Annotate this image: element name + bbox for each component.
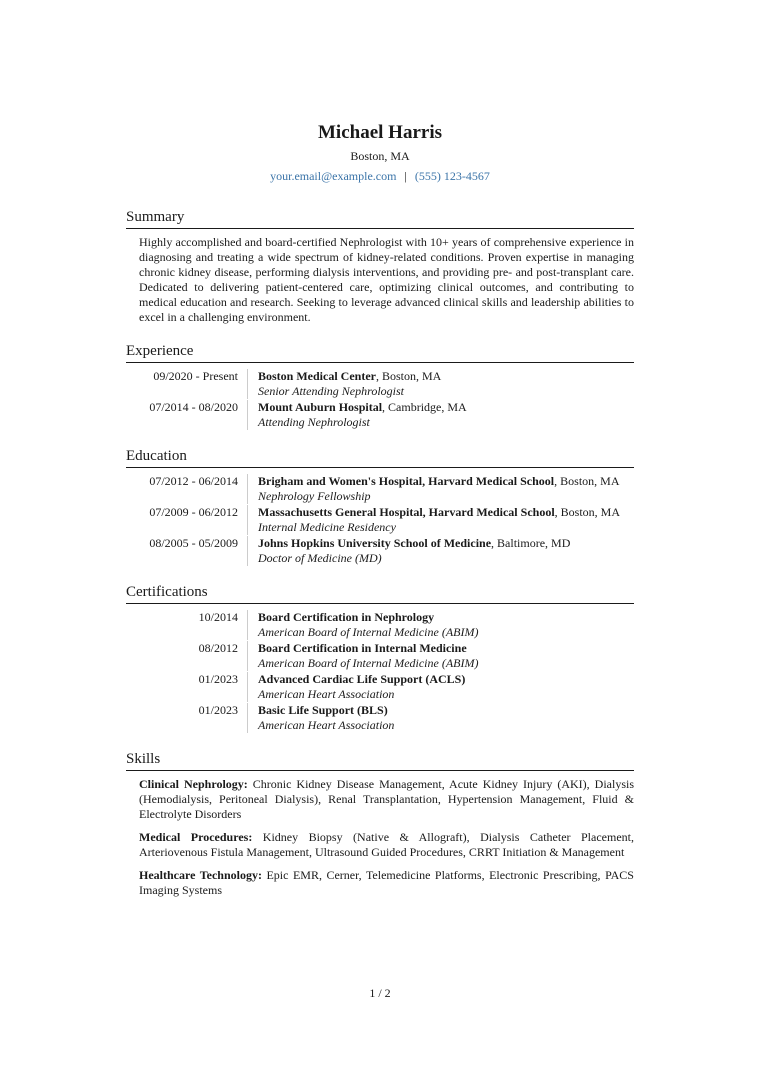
email-link[interactable]: your.email@example.com [270, 169, 397, 183]
entry-body [258, 703, 634, 733]
skills-list [126, 777, 634, 898]
entry-date: 07/2012 - 06/2014 [126, 474, 248, 504]
entry-date: 07/2014 - 08/2020 [126, 400, 248, 430]
entry-org: Johns Hopkins University School of Medicine [258, 536, 492, 550]
skill-category: Clinical Nephrology: [139, 777, 248, 791]
certification-name: Board Certification in Nephrology [258, 610, 435, 624]
candidate-name: Michael Harris [318, 122, 442, 143]
entry-body [258, 400, 634, 430]
entry-body [258, 505, 634, 535]
entry-org: Mount Auburn Hospital [258, 400, 383, 414]
entry-date: 10/2014 [126, 610, 248, 640]
skill-category: Healthcare Technology: [139, 868, 262, 882]
skill-text: Kidney Biopsy (Native & Allograft), Dialysis Catheter Placement, Arteriovenous Fistula Management, Ultrasound Guided Procedures, CRRT Initiation & Management [139, 830, 634, 859]
certifications-section [126, 583, 634, 733]
certification-entry [126, 672, 634, 702]
certification-name: Advanced Cardiac Life Support (ACLS) [258, 672, 466, 686]
entry-date: 07/2009 - 06/2012 [126, 505, 248, 535]
entry-date: 01/2023 [126, 672, 248, 702]
entry-place: , Boston, MA [554, 474, 620, 488]
section-title-skills: Skills [126, 750, 634, 771]
contact-separator: | [404, 169, 407, 183]
certification-entry [126, 703, 634, 733]
skill-item [139, 777, 634, 822]
resume-header [0, 122, 760, 184]
contact-line [0, 169, 760, 184]
entry-date: 08/2012 [126, 641, 248, 671]
entry-org: Boston Medical Center [258, 369, 376, 383]
page-number: 1 / 2 [369, 986, 391, 1000]
section-title-experience: Experience [126, 342, 634, 363]
entry-place: , Boston, MA [375, 369, 442, 383]
entry-place: , Cambridge, MA [382, 400, 467, 414]
entry-body [258, 369, 634, 399]
entry-role: Nephrology Fellowship [258, 489, 371, 503]
certification-issuer: American Heart Association [258, 718, 395, 732]
skill-item [139, 830, 634, 860]
entry-date: 08/2005 - 05/2009 [126, 536, 248, 566]
certification-issuer: American Heart Association [258, 687, 395, 701]
skill-item [139, 868, 634, 898]
section-title-education: Education [126, 447, 634, 468]
summary-section [126, 208, 634, 325]
phone-link[interactable]: (555) 123-4567 [414, 169, 490, 183]
education-entry [126, 505, 634, 535]
entry-org: Massachusetts General Hospital, Harvard Medical School [258, 505, 555, 519]
education-entry [126, 474, 634, 504]
certification-name: Board Certification in Internal Medicine [258, 641, 467, 655]
certification-issuer: American Board of Internal Medicine (ABIM) [258, 625, 479, 639]
entry-date: 01/2023 [126, 703, 248, 733]
resume-content [126, 208, 634, 915]
entry-body [258, 536, 634, 566]
entry-body [258, 610, 634, 640]
entry-role: Doctor of Medicine (MD) [258, 551, 382, 565]
entry-role: Senior Attending Nephrologist [258, 384, 404, 398]
education-section [126, 447, 634, 566]
entry-body [258, 641, 634, 671]
experience-entry [126, 369, 634, 399]
skill-category: Medical Procedures: [139, 830, 253, 844]
entry-place: , Boston, MA [554, 505, 620, 519]
experience-section [126, 342, 634, 430]
entry-role: Attending Nephrologist [258, 415, 370, 429]
entry-date: 09/2020 - Present [126, 369, 248, 399]
entry-body [258, 672, 634, 702]
certification-entry [126, 641, 634, 671]
section-title-summary: Summary [126, 208, 634, 229]
education-entry [126, 536, 634, 566]
entry-org: Brigham and Women's Hospital, Harvard Medical School [258, 474, 555, 488]
entry-role: Internal Medicine Residency [258, 520, 396, 534]
experience-entry [126, 400, 634, 430]
skill-text: Epic EMR, Cerner, Telemedicine Platforms, Electronic Prescribing, PACS Imaging Systems [139, 868, 634, 897]
certification-name: Basic Life Support (BLS) [258, 703, 388, 717]
certification-issuer: American Board of Internal Medicine (ABIM) [258, 656, 479, 670]
certification-entry [126, 610, 634, 640]
summary-text: Highly accomplished and board-certified Nephrologist with 10+ years of comprehensive experience in diagnosing and treating a wide spectrum of kidney-related conditions. Proven expertise in managing chronic kidney disease, performing dialysis interventions, and providing pre- and post-transplant care. Dedicated to delivering patient-centered care, optimizing clinical outcomes, and contributing to medical education and research. Seeking to leverage advanced clinical skills and leadership abilities to excel in a challenging environment. [139, 235, 634, 324]
skills-section [126, 750, 634, 898]
entry-body [258, 474, 634, 504]
entry-place: , Baltimore, MD [491, 536, 571, 550]
skill-text: Chronic Kidney Disease Management, Acute Kidney Injury (AKI), Dialysis (Hemodialysis, Peritoneal Dialysis), Renal Transplantation, Hypertension Management, Fluid & Electrolyte Disorders [139, 777, 634, 821]
section-title-certifications: Certifications [126, 583, 634, 604]
candidate-location: Boston, MA [350, 149, 410, 163]
